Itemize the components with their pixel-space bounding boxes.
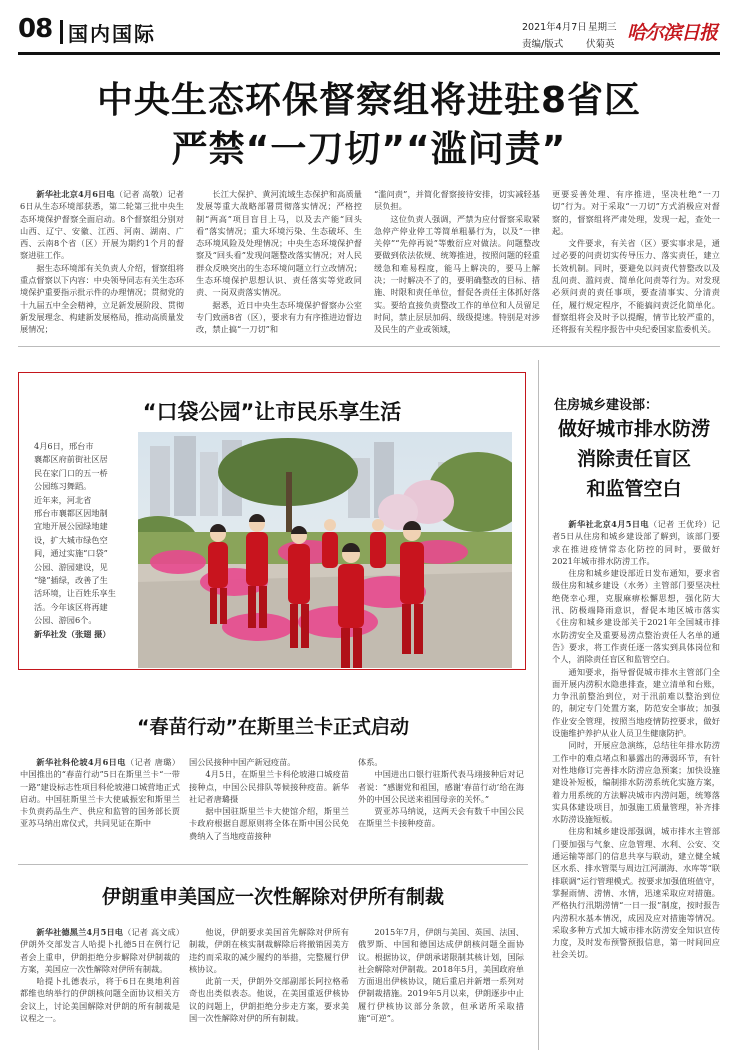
article-paragraph: 体系。: [358, 757, 383, 767]
page-number: 08: [18, 14, 53, 44]
paper-logo: 哈尔滨日报: [627, 22, 718, 44]
iran-col3: [358, 926, 524, 1050]
caption-line: 活。今年该区将再建: [34, 601, 108, 612]
caption-line: 公园练习舞蹈。: [34, 481, 92, 492]
article-paragraph: 此前一天，伊朗外交部副部长阿拉格希奇也出类似表态。他说，在美国重返伊核协议的问题上，伊朗拒绝分步走方案，要求美国一次性解除对伊的所有制裁。: [189, 976, 349, 1024]
main-divider: [18, 346, 720, 347]
housing-headline-line2: 消除责任盲区: [576, 448, 691, 470]
housing-article-body: [552, 518, 720, 1052]
housing-headline-line1: 做好城市排水防涝: [557, 418, 710, 440]
caption-line: 公园、游园6个。: [34, 615, 97, 626]
article-paragraph: 4月5日，在斯里兰卡科伦坡港口城疫苗接种点，中国公民排队等候接种疫苗。新华社记者唐璐摄: [189, 769, 349, 804]
housing-kicker: 住房城乡建设部：: [554, 398, 659, 413]
date: 2021年4月7日: [522, 22, 587, 33]
article-paragraph: 据生态环境部有关负责人介绍，督察组将重点督察以下内容：中央领导同志有关生态环境保护重要指示批示件的办理情况；贯彻党的十九届五中全会精神，立足新发展阶段、贯彻新发展理念、构建新发展格局，推动高质量发展情况；: [20, 262, 184, 334]
photo-story-title: “口袋公园”让市民乐享生活: [142, 400, 402, 424]
iran-headline: 伊朗重申美国应一次性解除对伊所有制裁: [101, 886, 444, 908]
article-paragraph: “滥问责”，并简化督察接待安排，切实减轻基层负担。: [374, 189, 540, 212]
article-paragraph: 通知要求，指导督促城市排水主管部门全面开展内涝积水隐患排查，建立清单和台账，力争汛前整治到位，对于汛前难以整治到位的，制定专门处置方案，防范安全事故；加强作业安全管理，按照当地疫情防控要求，做好设施维护养护从业人员卫生健康防护。: [552, 666, 720, 739]
article-paragraph: 哈提卜扎德表示，将于6日在奥地利首都维也纳举行的伊朗核问题全面协议相关方会议上，讨论美国解除对伊朗的所有制裁是议程之一。: [20, 976, 180, 1024]
sri-lanka-col3: [358, 756, 524, 854]
dateline: 新华社北京4月6日电: [36, 189, 115, 199]
housing-headline-line3: 和监管空白: [586, 478, 682, 500]
dateline: 新华社科伦坡4月6日电: [36, 757, 126, 767]
main-headline-line1: 中央生态环保督察组将进驻8省区: [96, 80, 642, 121]
masthead-rule: [18, 52, 720, 55]
photo-caption: [34, 440, 128, 641]
article-paragraph: 中国进出口银行驻斯代表马翊接种后对记者说：“感谢党和祖国，感谢‘春苗行动’给在海外的中国公民送来祖国母亲的关怀。”: [358, 769, 524, 804]
article-paragraph: 贾亚苏马纳说，这两天会有数千中国公民在斯里兰卡接种疫苗。: [358, 806, 524, 829]
weekday: 星期三: [588, 22, 617, 33]
sri-lanka-col2: [189, 756, 349, 854]
editor-label: 责编/版式: [522, 39, 564, 50]
caption-line: 间，通过实施“口袋”: [34, 548, 108, 559]
article-paragraph: 新华社北京4月5日电（记者 王优玲）记者5日从住房和城乡建设部了解到，该部门要求在推进疫情常态化防控的同时，要做好2021年城市排水防涝工作。: [552, 519, 720, 566]
caption-line: 4月6日，邢台市: [34, 441, 94, 451]
right-column-divider: [538, 360, 539, 1050]
main-article-col2: [196, 188, 362, 334]
article-paragraph: 长江大保护、黄河流域生态保护和高质量发展等重大战略部署贯彻落实情况；严格控制“两高”项目盲目上马，以及去产能“回头看”落实情况；重大环境污染、生态破坏、生态环境风险及处理情况；中央生态环境保护督察及“回头看”发现问题整改落实情况；对人民群众反映突出的生态环境问题立行立改情况；生态环境保护思想认识、责任落实等党政同责、一岗双责落实情况。: [196, 189, 362, 298]
article-paragraph: 国公民接种中国产新冠疫苗。: [189, 757, 296, 767]
caption-line: 公园、游园建设，见: [34, 561, 108, 572]
iran-col1: [20, 926, 180, 1050]
article-paragraph: 这位负责人强调，严禁为应付督察采取紧急停产停业停工等简单粗暴行为，以及“一律关停”“先停再说”等敷衍应对做法。问题整改要做到依法依规、统筹推进，按照问题的轻重缓急和难易程度，能马上解决的，要马上解决；一时解决不了的，要明确整改的目标、措施、时限和责任单位，督促各责任主体抓好落实。要给直接负责整改工作的单位和人员留足时间，禁止层层加码、级级提速。特别是对涉及民生的产业或领域，: [374, 213, 540, 334]
dateline: 新华社德黑兰4月5日电: [36, 927, 124, 937]
caption-line: 襄都区府前街社区居: [34, 454, 108, 465]
caption-line: 新华社发（张翅 摄）: [34, 628, 111, 639]
caption-line: 宜地开展公园绿地建: [34, 521, 108, 532]
article-paragraph: 住房和城乡建设部近日发布通知，要求省级住房和城乡建设（水务）主管部门要坚决杜绝侥幸心理，克服麻痹松懈思想，强化防大汛、防极端降雨意识，督促本地区城市落实《住房和城乡建设部关于2021年全国城市排水防涝安全及重要易涝点整治责任人名单的通告》要求，将工作责任逐一落实到具体岗位和个人，消除责任盲区和监管空白。: [552, 568, 720, 665]
caption-line: 设，扩大城市绿色空: [34, 534, 108, 545]
caption-line: 近年来，河北省: [34, 494, 92, 505]
article-paragraph: 据中国驻斯里兰卡大使馆介绍，斯里兰卡政府根据自愿原则将全体在斯中国公民免费纳入了当地疫苗接种: [189, 806, 349, 841]
park-dance-photo: [138, 432, 512, 668]
main-article-col1: [20, 188, 184, 334]
article-paragraph: 住房和城乡建设部强调，城市排水主管部门要加强与气象、应急管理、水利、公安、交通运输等部门的信息共享与联动，建立健全城区水系、排水管渠与周边江河湖海、水库等“联排联调”运行管理模式。按要求加强值班值守，掌握雨情、涝情、水情，迅速采取应对措施。严格执行汛期涝情“一日一报”制度，按时报告内涝积水基本情况，成因及应对措施等情况。采取多种方式加大城市排水防涝安全知识宣传力度，及时发布预警预报信息，第一时间回应社会关切。: [552, 826, 720, 960]
article-paragraph: 新华社德黑兰4月5日电（记者 高文成）伊朗外交部发言人哈提卜扎德5日在例行记者会上重申，伊朗拒绝分步解除对伊制裁的方案，美国应一次性解除对伊所有制裁。: [20, 927, 180, 974]
sri-lanka-divider: [18, 864, 528, 865]
article-paragraph: 他说，伊朗要求美国首先解除对伊所有制裁，伊朗在核实制裁解除后将撤销因美方违约而采取的减少履约的举措，完整履行伊核协议。: [189, 927, 349, 974]
editor-name: 伏菊英: [586, 39, 615, 50]
iran-col2: [189, 926, 349, 1050]
dateline: 新华社北京4月5日电: [568, 519, 649, 529]
article-paragraph: 更要妥善处理、有序推进，坚决杜绝“一刀切”行为。对于采取“一刀切”方式消极应对督察的，督察组将严肃处理，发现一起，查处一起。: [552, 189, 720, 236]
section-divider: [60, 20, 63, 44]
caption-line: 活环境，让百姓乐享生: [34, 588, 116, 599]
main-headline-line2: 严禁“一刀切”“滥问责”: [171, 129, 567, 170]
caption-line: “缝”插绿，改善了生: [34, 575, 108, 586]
article-paragraph: 同时，开展应急演练，总结往年排水防涝工作中的难点堵点和暴露出的薄弱环节，有针对性地修订完善排水防涝应急预案；加快设施建设补短板，编制排水防涝系统化实施方案，着力用系统的方法解决城市内涝问题，统筹落实具体建设项目，加强施工质量管理，补齐排水防涝设施短板。: [552, 740, 720, 825]
article-paragraph: 新华社北京4月6日电（记者 高敬）记者6日从生态环境部获悉，第二轮第三批中央生态环境保护督察全面启动。8个督察组分别对山西、辽宁、安徽、江西、河南、湖南、广西、云南8个省（区）开展为期约1个月的督察进驻工作。: [20, 189, 184, 261]
article-paragraph: 据悉，近日中央生态环境保护督察办公室专门致函8省（区），要求有力有序推进边督边改，禁止搞“一刀切”和: [196, 299, 362, 334]
article-paragraph: 新华社科伦坡4月6日电（记者 唐璐）中国推出的“春苗行动”5日在斯里兰卡“一带一路”建设标志性项目科伦坡港口城营地正式启动。中国驻斯里兰卡大使戚振宏和斯里兰卡负责药品生产、供应和监管的国务部长贾亚苏马纳出席仪式，共同见证在斯中: [20, 757, 180, 829]
main-article-col3: [374, 188, 540, 334]
caption-line: 邢台市襄都区因地制: [34, 508, 108, 519]
article-paragraph: 2015年7月，伊朗与美国、英国、法国、俄罗斯、中国和德国达成伊朗核问题全面协议。根据协议，伊朗承诺限制其核计划，国际社会解除对伊制裁。2018年5月，美国政府单方面退出伊核协议，随后重启并新增一系列对伊制裁措施。2019年5月以来，伊朗逐步中止履行伊核协议部分条款，但承诺所采取措施“可逆”。: [358, 927, 524, 1024]
article-paragraph: 文件要求，有关省（区）要实事求是，通过必要的问责切实传导压力、落实责任，建立长效机制。同时，要避免以问责代替整改以及乱问责、滥问责、简单化问责等行为。对发现必须问责的责任事项，要查清事实、分清责任，履行规定程序，不能搞问责泛化简单化。督察组将会及时予以提醒，情节比较严重的，还将报有关程序报告中央纪委国家监委机关。: [552, 238, 720, 334]
caption-line: 民在家门口的五一桥: [34, 467, 108, 478]
sri-lanka-headline: “春苗行动”在斯里兰卡正式启动: [137, 716, 409, 738]
main-article-col4: [552, 188, 720, 334]
sri-lanka-col1: [20, 756, 180, 854]
section-title: 国内国际: [68, 22, 156, 46]
